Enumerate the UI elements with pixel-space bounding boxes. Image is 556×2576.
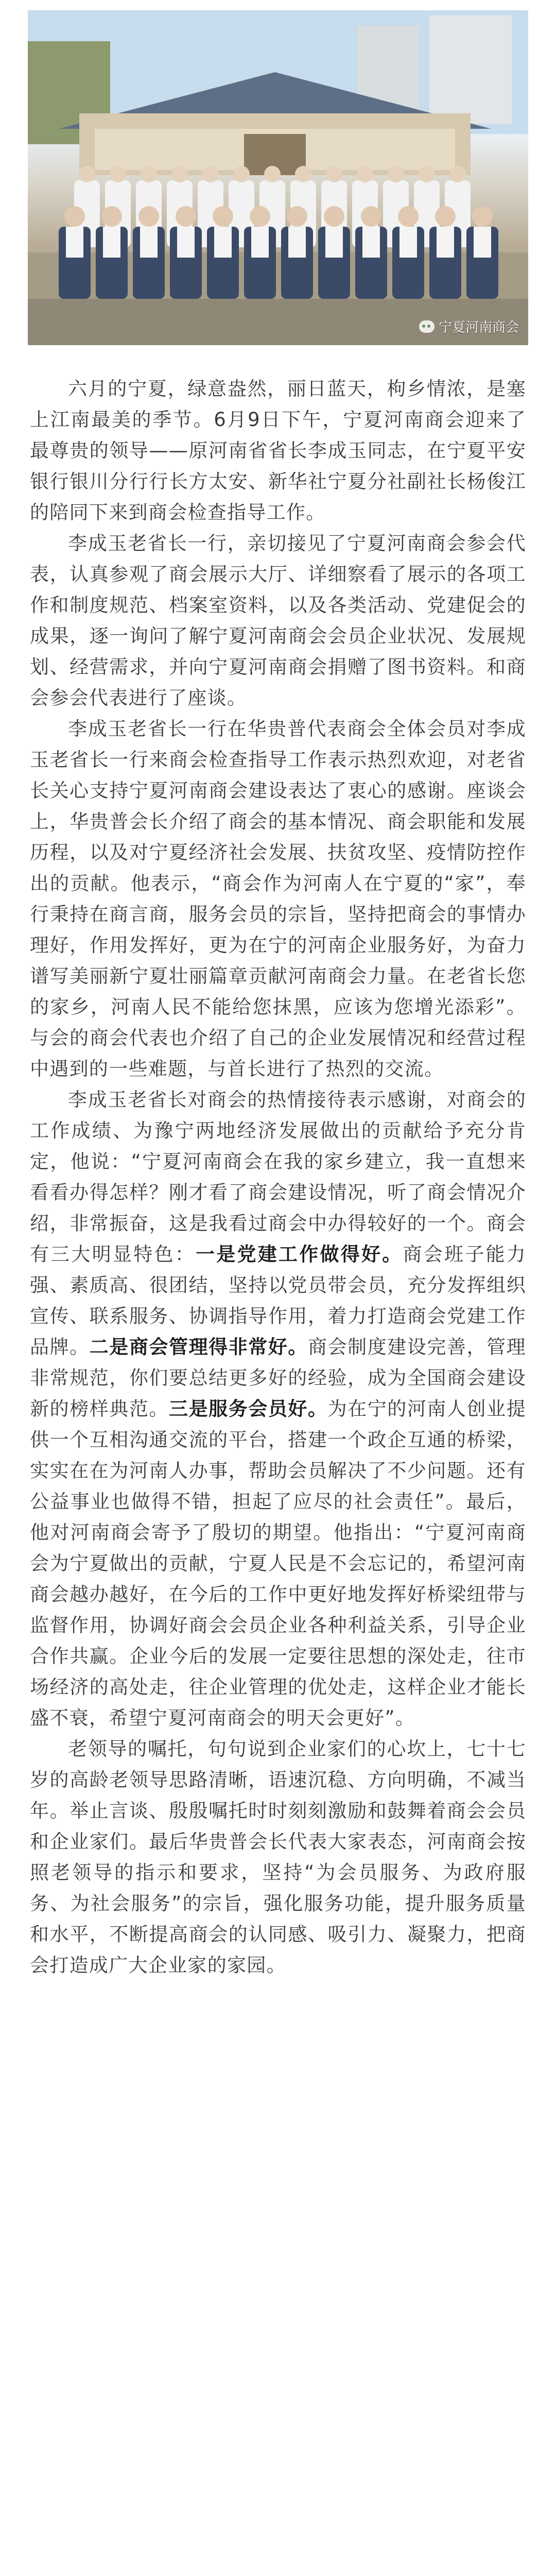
wechat-icon bbox=[419, 320, 435, 333]
photo-watermark bbox=[419, 317, 519, 336]
highlight-management: 二是商会管理得非常好。 bbox=[89, 1336, 308, 1358]
highlight-member-service: 三是服务会员好。 bbox=[169, 1398, 328, 1420]
article-paragraph: 老领导的嘱托，句句说到企业家们的心坎上，七十七岁的高龄老领导思路清晰，语速沉稳、方向明确，不减当年。举止言谈、殷殷嘱托时时刻刻激励和鼓舞着商会会员和企业家们。最后华贵普会长代表大家表态，河南商会按照老领导的指示和要求，坚持“为会员服务、为政府服务、为社会服务”的宗旨，强化服务功能，提升服务质量和水平，不断提高商会的认同感、吸引力、凝聚力，把商会打造成广大企业家的家园。 bbox=[30, 1738, 526, 1976]
paragraph-text: 商会制度建设完善，管理非常规范，你们要总结更多好的经验，成为全国商会建设新的榜样典范。 bbox=[30, 1336, 526, 1420]
article-paragraph: 李成玉老省长一行在华贵普代表商会全体会员对李成玉老省长一行来商会检查指导工作表示热烈欢迎，对老省长关心支持宁夏河南商会建设表达了衷心的感谢。座谈会上，华贵普会长介绍了商会的基本情况、商会职能和发展历程，以及对宁夏经济社会发展、扶贫攻坚、疫情防控作出的贡献。他表示，“商会作为河南人在宁夏的“家”，奉行秉持在商言商，服务会员的宗旨，坚持把商会的事情办理好，作用发挥好，更为在宁的河南企业服务好，为奋力谱写美丽新宁夏壮丽篇章贡献河南商会力量。在老省长您的家乡，河南人民不能给您抹黑，应该为您增光添彩”。与会的商会代表也介绍了自己的企业发展情况和经营过程中遇到的一些难题，与首长进行了热烈的交流。 bbox=[30, 718, 526, 1080]
highlight-party-building: 一是党建工作做得好。 bbox=[195, 1243, 403, 1265]
article-paragraph: 李成玉老省长一行，亲切接见了宁夏河南商会参会代表，认真参观了商会展示大厅、详细察看了展示的各项工作和制度规范、档案室资料，以及各类活动、党建促会的成果，逐一询问了解宁夏河南商会会员企业状况、发展规划、经营需求，并向宁夏河南商会捐赠了图书资料。和商会参会代表进行了座谈。 bbox=[30, 532, 526, 709]
paragraph-text: 为在宁的河南人创业提供一个互相沟通交流的平台，搭建一个政企互通的桥梁，实实在在为河南人办事，帮助会员解决了不少问题。还有公益事业也做得不错，担起了应尽的社会责任”。最后，他对河南商会寄予了殷切的期望。他指出：“宁夏河南商会为宁夏做出的贡献，宁夏人民是不会忘记的，希望河南商会越办越好，在今后的工作中更好地发挥好桥梁纽带与监督作用，协调好商会会员企业各种利益关系，引导企业合作共赢。企业今后的发展一定要往思想的深处走，往市场经济的高处走，往企业管理的优处走，这样企业才能长盛不衰，希望宁夏河南商会的明天会更好”。 bbox=[30, 1398, 526, 1729]
photo-watermark-text: 宁夏河南商会 bbox=[438, 320, 519, 335]
article-paragraph: 六月的宁夏，绿意盎然，丽日蓝天，枸乡情浓，是塞上江南最美的季节。6月9日下午，宁夏河南商会迎来了最尊贵的领导——原河南省省长李成玉同志，在宁夏平安银行银川分行行长方太安、新华社宁夏分社副社长杨俊江的陪同下来到商会检查指导工作。 bbox=[30, 378, 526, 523]
article-body bbox=[30, 374, 526, 1981]
article-paragraph bbox=[30, 1084, 526, 1734]
group-photo-illustration bbox=[28, 10, 528, 345]
paragraph-text: 商会班子能力强、素质高、很团结，坚持以党员带会员，充分发挥组织宣传、联系服务、协调指导作用，着力打造商会党建工作品牌。 bbox=[30, 1243, 527, 1358]
paragraph-text: 李成玉老省长对商会的热情接待表示感谢，对商会的工作成绩、为豫宁两地经济发展做出的贡献给予充分肯定，他说：“宁夏河南商会在我的家乡建立，我一直想来看看办得怎样？刚才看了商会建设情况，听了商会情况介绍，非常振奋，这是我看过商会中办得较好的一个。商会有三大明显特色： bbox=[30, 1089, 526, 1265]
group-photo bbox=[28, 10, 528, 345]
